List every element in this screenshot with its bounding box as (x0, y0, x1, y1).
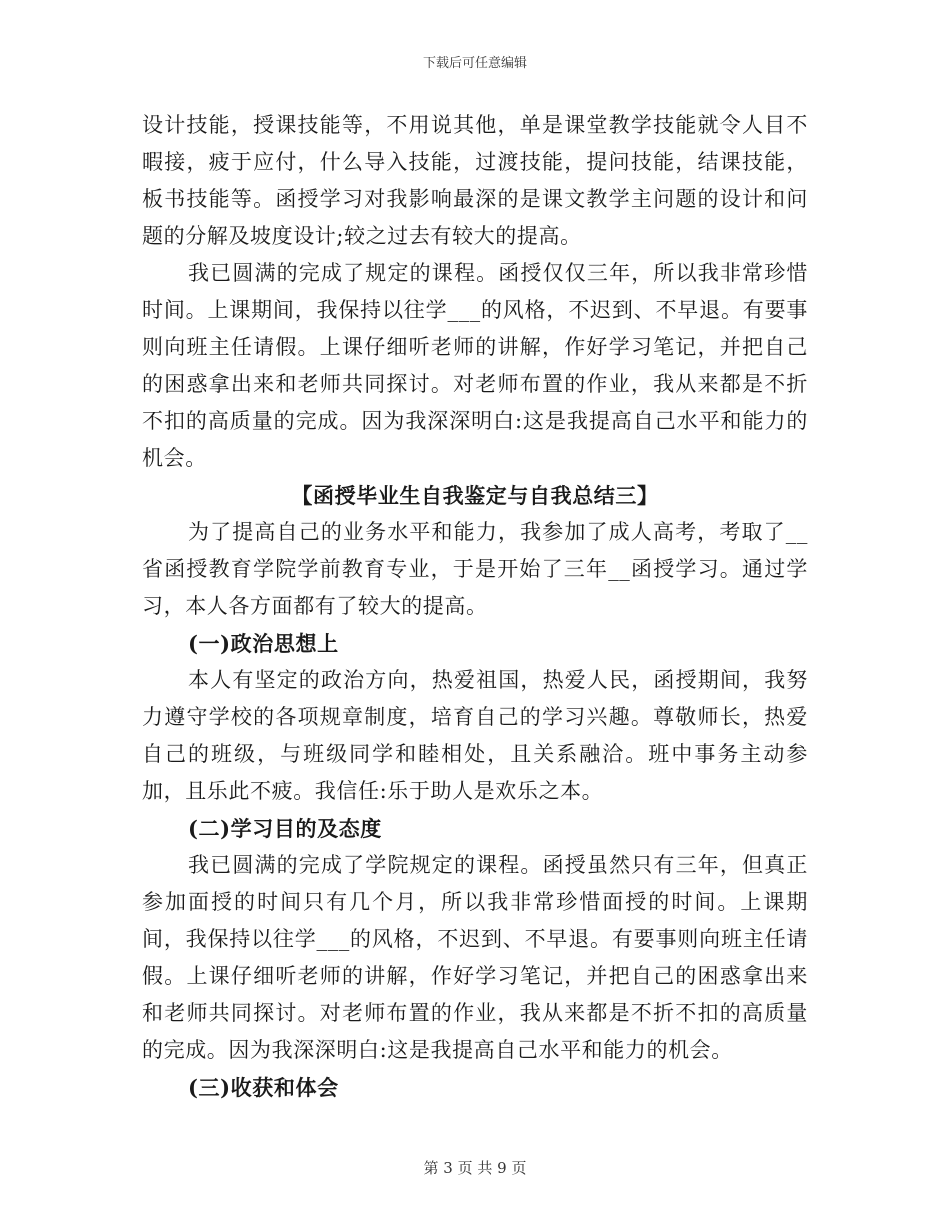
paragraph-political: 本人有坚定的政治方向，热爱祖国，热爱人民，函授期间，我努力遵守学校的各项规章制度，培育自己的学习兴趣。尊敬师长，热爱自己的班级，与班级同学和睦相处，且关系融洽。班中事务主动参加，且乐此不疲。我信任:乐于助人是欢乐之本。 (142, 668, 808, 803)
page-number: 第 3 页 共 9 页 (423, 1159, 527, 1177)
subheading-political: (一)政治思想上 (188, 631, 339, 656)
paragraph-intro: 为了提高自己的业务水平和能力，我参加了成人高考，考取了__省函授教育学院学前教育专业，于是开始了三年__函授学习。通过学习，本人各方面都有了较大的提高。 (142, 520, 808, 618)
subheading-study-attitude: (二)学习目的及态度 (188, 816, 382, 841)
paragraph-study-attitude: 我已圆满的完成了学院规定的课程。函授虽然只有三年，但真正参加面授的时间只有几个月，所以我非常珍惜面授的时间。上课期间，我保持以往学___的风格，不迟到、不早退。有要事则向班主任请假。上课仔细听老师的讲解，作好学习笔记，并把自己的困惑拿出来和老师共同探讨。对老师布置的作业，我从来都是不折不扣的高质量的完成。因为我深深明白:这是我提高自己水平和能力的机会。 (142, 853, 808, 1062)
subheading-gains: (三)收获和体会 (188, 1075, 339, 1100)
page-header: 下载后可任意编辑 (422, 56, 527, 71)
document-body (142, 107, 808, 1106)
paragraph-continued: 设计技能，授课技能等，不用说其他，单是课堂教学技能就令人目不暇接，疲于应付，什么导入技能，过渡技能，提问技能，结课技能，板书技能等。函授学习对我影响最深的是课文教学主问题的设计和问题的分解及坡度设计;较之过去有较大的提高。 (142, 113, 808, 248)
section-title: 【函授毕业生自我鉴定与自我总结三】 (291, 483, 659, 508)
paragraph-course-completion: 我已圆满的完成了规定的课程。函授仅仅三年，所以我非常珍惜时间。上课期间，我保持以往学___的风格，不迟到、不早退。有要事则向班主任请假。上课仔细听老师的讲解，作好学习笔记，并把自己的困惑拿出来和老师共同探讨。对老师布置的作业，我从来都是不折不扣的高质量的完成。因为我深深明白:这是我提高自己水平和能力的机会。 (142, 261, 808, 470)
